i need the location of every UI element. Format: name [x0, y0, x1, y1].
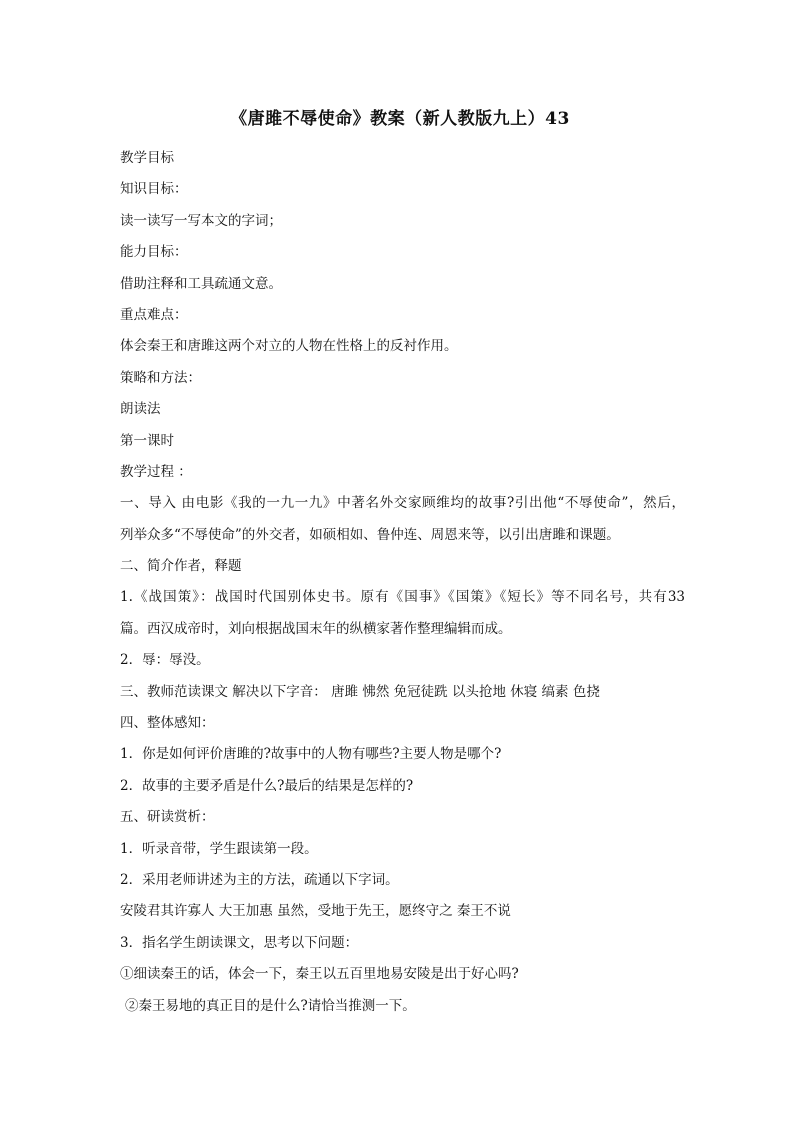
paragraph: 借助注释和工具疏通文意。	[120, 275, 282, 292]
paragraph: ②秦王易地的真正目的是什么?请恰当推测一下。	[125, 997, 416, 1014]
paragraph: 一、导入 由电影《我的一九一九》中著名外交家顾维均的故事?引出他“不辱使命”，然后，	[120, 495, 685, 512]
paragraph: 列举众多“不辱使命”的外交者，如硕相如、鲁仲连、周恩来等，以引出唐雎和课题。	[120, 526, 620, 543]
paragraph: 2．采用老师讲述为主的方法，疏通以下字词。	[120, 871, 399, 888]
document-body	[120, 148, 700, 1027]
paragraph: 读一读写一写本文的字词；	[120, 212, 282, 229]
section-heading: 三、教师范读课文 解决以下字音： 唐雎 怫然 免冠徒跣 以头抢地 休寝 缟素 色挠	[120, 683, 600, 700]
heading-key-difficulties: 重点难点：	[120, 306, 188, 323]
heading-strategy-method: 策略和方法：	[120, 369, 201, 386]
heading-first-lesson: 第一课时	[120, 432, 174, 449]
paragraph: 体会秦王和唐雎这两个对立的人物在性格上的反衬作用。	[120, 338, 458, 355]
paragraph: 篇。西汉成帝时，刘向根据战国末年的纵横家著作整理编辑而成。	[120, 620, 512, 637]
document-title: 《唐雎不辱使命》教案（新人教版九上）43	[230, 109, 570, 129]
paragraph: 朗读法	[120, 401, 161, 418]
paragraph: 1．听录音带，学生跟读第一段。	[120, 840, 318, 857]
section-heading: 二、简介作者，释题	[120, 558, 242, 575]
paragraph: 2．故事的主要矛盾是什么?最后的结果是怎样的?	[120, 777, 414, 794]
section-heading: 五、研读赏析：	[120, 809, 215, 826]
paragraph: 1.《战国策》：战国时代国别体史书。原有《国事》《国策》《短长》等不同名号，共有33	[120, 589, 685, 606]
paragraph: 2．辱：辱没。	[120, 652, 210, 669]
heading-teaching-process: 教学过程 ：	[120, 463, 192, 480]
paragraph: 3．指名学生朗读课文，思考以下问题：	[120, 934, 359, 951]
paragraph: ①细读秦王的话，体会一下，秦王以五百里地易安陵是出于好心吗?	[120, 966, 519, 983]
heading-knowledge-goals: 知识目标：	[120, 181, 188, 198]
paragraph: 安陵君其许寡人 大王加惠 虽然，受地于先王，愿终守之 秦王不说	[120, 903, 511, 920]
paragraph: 1．你是如何评价唐雎的?故事中的人物有哪些?主要人物是哪个?	[120, 746, 502, 763]
section-heading: 四、整体感知：	[120, 715, 215, 732]
heading-teaching-goals: 教学目标	[120, 150, 174, 166]
heading-ability-goals: 能力目标：	[120, 244, 188, 261]
